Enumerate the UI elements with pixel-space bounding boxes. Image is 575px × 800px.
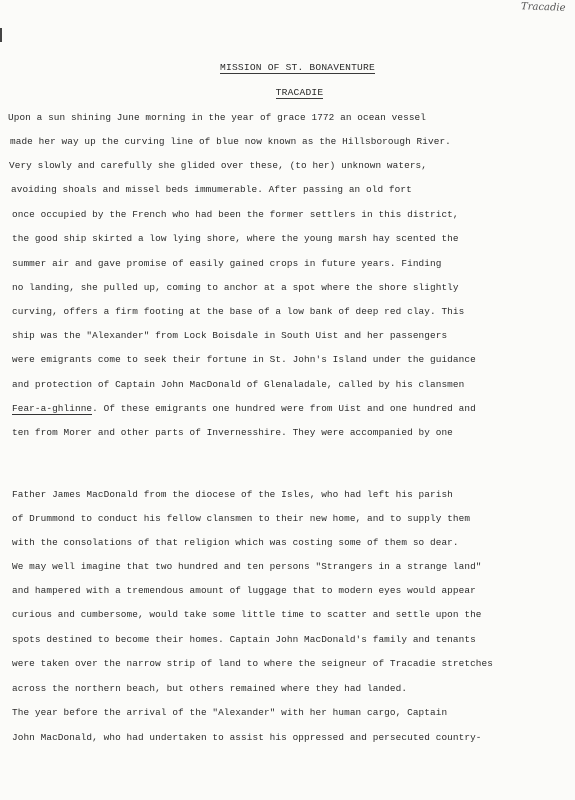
- text-line: the good ship skirted a low lying shore, where the young marsh hay scented the: [12, 233, 459, 244]
- text-line: avoiding shoals and missel beds immumerable. After passing an old fort: [11, 184, 412, 195]
- text-line: and hampered with a tremendous amount of luggage that to modern eyes would appear: [12, 585, 476, 596]
- text-line: summer air and gave promise of easily gained crops in future years. Finding: [12, 258, 442, 269]
- text-line: ten from Morer and other parts of Invernesshire. They were accompanied by one: [12, 427, 453, 438]
- text-line: with the consolations of that religion which was costing some of them so dear.: [12, 537, 459, 548]
- margin-mark: [0, 28, 2, 42]
- text-line: of Drummond to conduct his fellow clansmen to their new home, and to supply them: [12, 513, 471, 524]
- text-line: Father James MacDonald from the diocese of the Isles, who had left his parish: [12, 489, 453, 500]
- text-line: The year before the arrival of the "Alexander" with her human cargo, Captain: [12, 707, 448, 718]
- document-subtitle: [0, 87, 575, 98]
- text-line: no landing, she pulled up, coming to anchor at a spot where the shore slightly: [12, 282, 459, 293]
- text-line: John MacDonald, who had undertaken to assist his oppressed and persecuted country-: [12, 732, 482, 743]
- text-line: were taken over the narrow strip of land to where the seigneur of Tracadie stretches: [12, 658, 493, 669]
- text-line: were emigrants come to seek their fortune in St. John's Island under the guidance: [12, 354, 476, 365]
- document-subtitle-text: TRACADIE: [275, 87, 324, 98]
- text-line: across the northern beach, but others remained where they had landed.: [12, 683, 408, 694]
- text-line: [12, 403, 476, 414]
- text-line: ship was the "Alexander" from Lock Boisdale in South Uist and her passengers: [12, 330, 448, 341]
- text-line: Upon a sun shining June morning in the year of grace 1772 an ocean vessel: [8, 112, 426, 123]
- handwritten-margin-note: Tracadie: [520, 1, 566, 14]
- document-title-text: MISSION OF ST. BONAVENTURE: [220, 62, 375, 73]
- text-line: spots destined to become their homes. Captain John MacDonald's family and tenants: [12, 634, 476, 645]
- underlined-name: Fear-a-ghlinne: [12, 403, 93, 414]
- text-line: Very slowly and carefully she glided over these, (to her) unknown waters,: [9, 160, 427, 171]
- text-line-rest: . Of these emigrants one hundred were from Uist and one hundred and: [92, 403, 476, 414]
- text-line: We may well imagine that two hundred and ten persons "Strangers in a strange land": [12, 561, 482, 572]
- text-line: curious and cumbersome, would take some little time to scatter and settle upon the: [12, 609, 482, 620]
- text-line: once occupied by the French who had been the former settlers in this district,: [12, 209, 459, 220]
- document-title: [0, 62, 575, 73]
- text-line: and protection of Captain John MacDonald of Glenaladale, called by his clansmen: [12, 379, 465, 390]
- text-line: curving, offers a firm footing at the base of a low bank of deep red clay. This: [12, 306, 465, 317]
- text-line: made her way up the curving line of blue now known as the Hillsborough River.: [10, 136, 451, 147]
